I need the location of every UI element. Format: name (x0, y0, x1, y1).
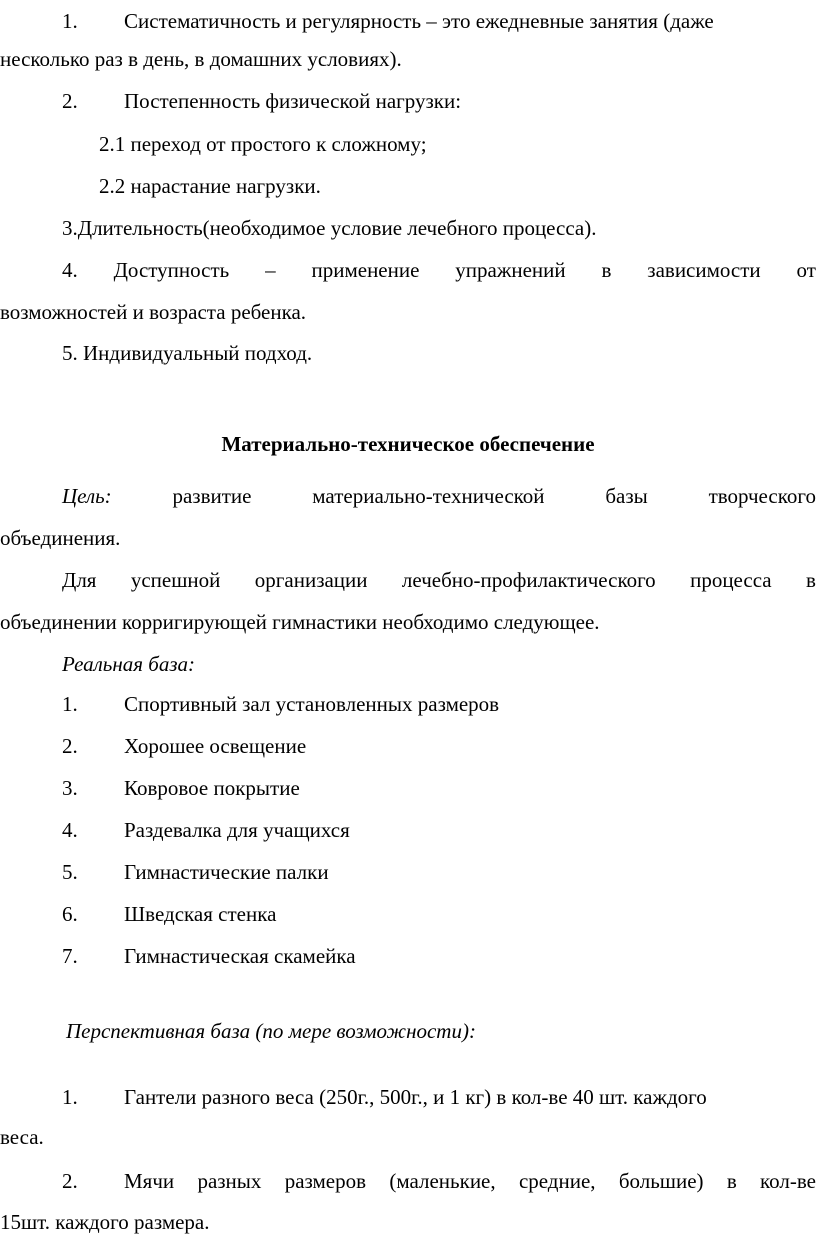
principle-1-line (0, 0, 816, 42)
principle-3-line (0, 207, 816, 249)
intro-word: процесса (690, 568, 772, 592)
intro-word: в (806, 568, 816, 592)
principle-4-line (0, 249, 816, 291)
perspective-item-1-text-line2: веса. (0, 1125, 44, 1149)
intro-continuation (0, 601, 816, 643)
principle-1-number: 1. (62, 9, 78, 33)
perspective-item-2-text-line2: 15шт. каждого размера. (0, 1210, 210, 1234)
real-base-item (0, 851, 816, 893)
perspective-item-2-word: размеров (284, 1169, 367, 1193)
real-base-label: Реальная база: (62, 652, 196, 676)
real-base-item (0, 767, 816, 809)
perspective-item-2-word: в (726, 1169, 737, 1193)
real-base-item-number: 5. (62, 860, 78, 884)
perspective-item-2-number: 2. (62, 1169, 78, 1193)
principle-3-text: 3.Длительность(необходимое условие лечебного процесса). (62, 216, 597, 240)
intro-word: успешной (130, 568, 221, 592)
real-base-item-number: 7. (62, 944, 78, 968)
perspective-item-2 (0, 1160, 816, 1202)
real-base-item-text: Ковровое покрытие (124, 776, 300, 800)
intro-text-line2: объединении корригирующей гимнастики необходимо следующее. (0, 610, 600, 634)
principle-4-word: упражнений (455, 258, 566, 282)
perspective-item-2-word: большие) (618, 1169, 704, 1193)
real-base-item-number: 6. (62, 902, 78, 926)
real-base-item-text: Спортивный зал установленных размеров (124, 692, 500, 716)
intro-word: лечебно-профилактического (401, 568, 656, 592)
real-base-item-number: 2. (62, 734, 78, 758)
perspective-base-label: Перспективная база (по мере возможности): (66, 1019, 476, 1043)
principle-2-1-line (0, 123, 816, 165)
principle-2-line (0, 80, 816, 122)
goal-line (0, 475, 816, 517)
real-base-item-text: Раздевалка для учащихся (124, 818, 350, 842)
principle-4-word: применение (311, 258, 420, 282)
perspective-item-1-continuation (0, 1116, 816, 1158)
principle-1-text: Систематичность и регулярность – это ежедневные занятия (даже (124, 9, 714, 33)
perspective-item-2-words (124, 1160, 816, 1202)
real-base-item-text: Хорошее освещение (124, 734, 307, 758)
principle-1-continuation (0, 38, 816, 80)
intro-line (0, 559, 816, 601)
perspective-item-2-word: кол-ве (760, 1169, 816, 1193)
goal-word: творческого (708, 484, 816, 508)
perspective-item-1 (0, 1076, 816, 1118)
perspective-item-2-continuation (0, 1201, 816, 1243)
goal-label: Цель: (62, 484, 112, 508)
goal-text-line2: объединения. (0, 526, 121, 550)
section-title: Материально-техническое обеспечение (221, 432, 595, 456)
perspective-item-2-word: средние, (518, 1169, 596, 1193)
principle-2-number: 2. (62, 89, 78, 113)
principle-4-word: зависимости (647, 258, 761, 282)
principle-5-line (0, 332, 816, 374)
goal-word: материально-технической (312, 484, 545, 508)
principle-4-word: – (265, 258, 276, 282)
perspective-item-2-word: Мячи (124, 1169, 175, 1193)
real-base-item (0, 809, 816, 851)
principle-2-1-text: 2.1 переход от простого к сложному; (99, 132, 427, 156)
principle-2-2-text: 2.2 нарастание нагрузки. (99, 174, 321, 198)
perspective-base-label-line (0, 1010, 816, 1052)
perspective-item-2-word: разных (197, 1169, 262, 1193)
intro-word: Для (62, 568, 97, 592)
real-base-item-text: Гимнастические палки (124, 860, 329, 884)
principle-4-word: в (601, 258, 612, 282)
principle-2-2-line (0, 165, 816, 207)
goal-continuation (0, 517, 816, 559)
real-base-item (0, 893, 816, 935)
intro-word: организации (254, 568, 368, 592)
perspective-item-1-number: 1. (62, 1085, 78, 1109)
real-base-item (0, 683, 816, 725)
principle-2-text: Постепенность физической нагрузки: (124, 89, 462, 113)
real-base-item-number: 1. (62, 692, 78, 716)
goal-word: базы (605, 484, 648, 508)
perspective-item-2-word: (маленькие, (389, 1169, 496, 1193)
principle-4-text-line2: возможностей и возраста ребенка. (0, 300, 307, 324)
principle-1-text-line2: несколько раз в день, в домашних условиях). (0, 47, 402, 71)
goal-word: развитие (172, 484, 252, 508)
real-base-item (0, 725, 816, 767)
real-base-item-text: Гимнастическая скамейка (124, 944, 356, 968)
perspective-item-1-text: Гантели разного веса (250г., 500г., и 1 кг) в кол-ве 40 шт. каждого (124, 1085, 707, 1109)
real-base-item-number: 3. (62, 776, 78, 800)
real-base-item-text: Шведская стенка (124, 902, 277, 926)
principle-4-word: 4. (62, 258, 78, 282)
principle-4-word: Доступность (113, 258, 230, 282)
principle-4-word: от (796, 258, 816, 282)
real-base-item-number: 4. (62, 818, 78, 842)
principle-5-text: 5. Индивидуальный подход. (62, 341, 313, 365)
real-base-label-line (0, 643, 816, 685)
real-base-item (0, 935, 816, 977)
principle-4-continuation (0, 291, 816, 333)
